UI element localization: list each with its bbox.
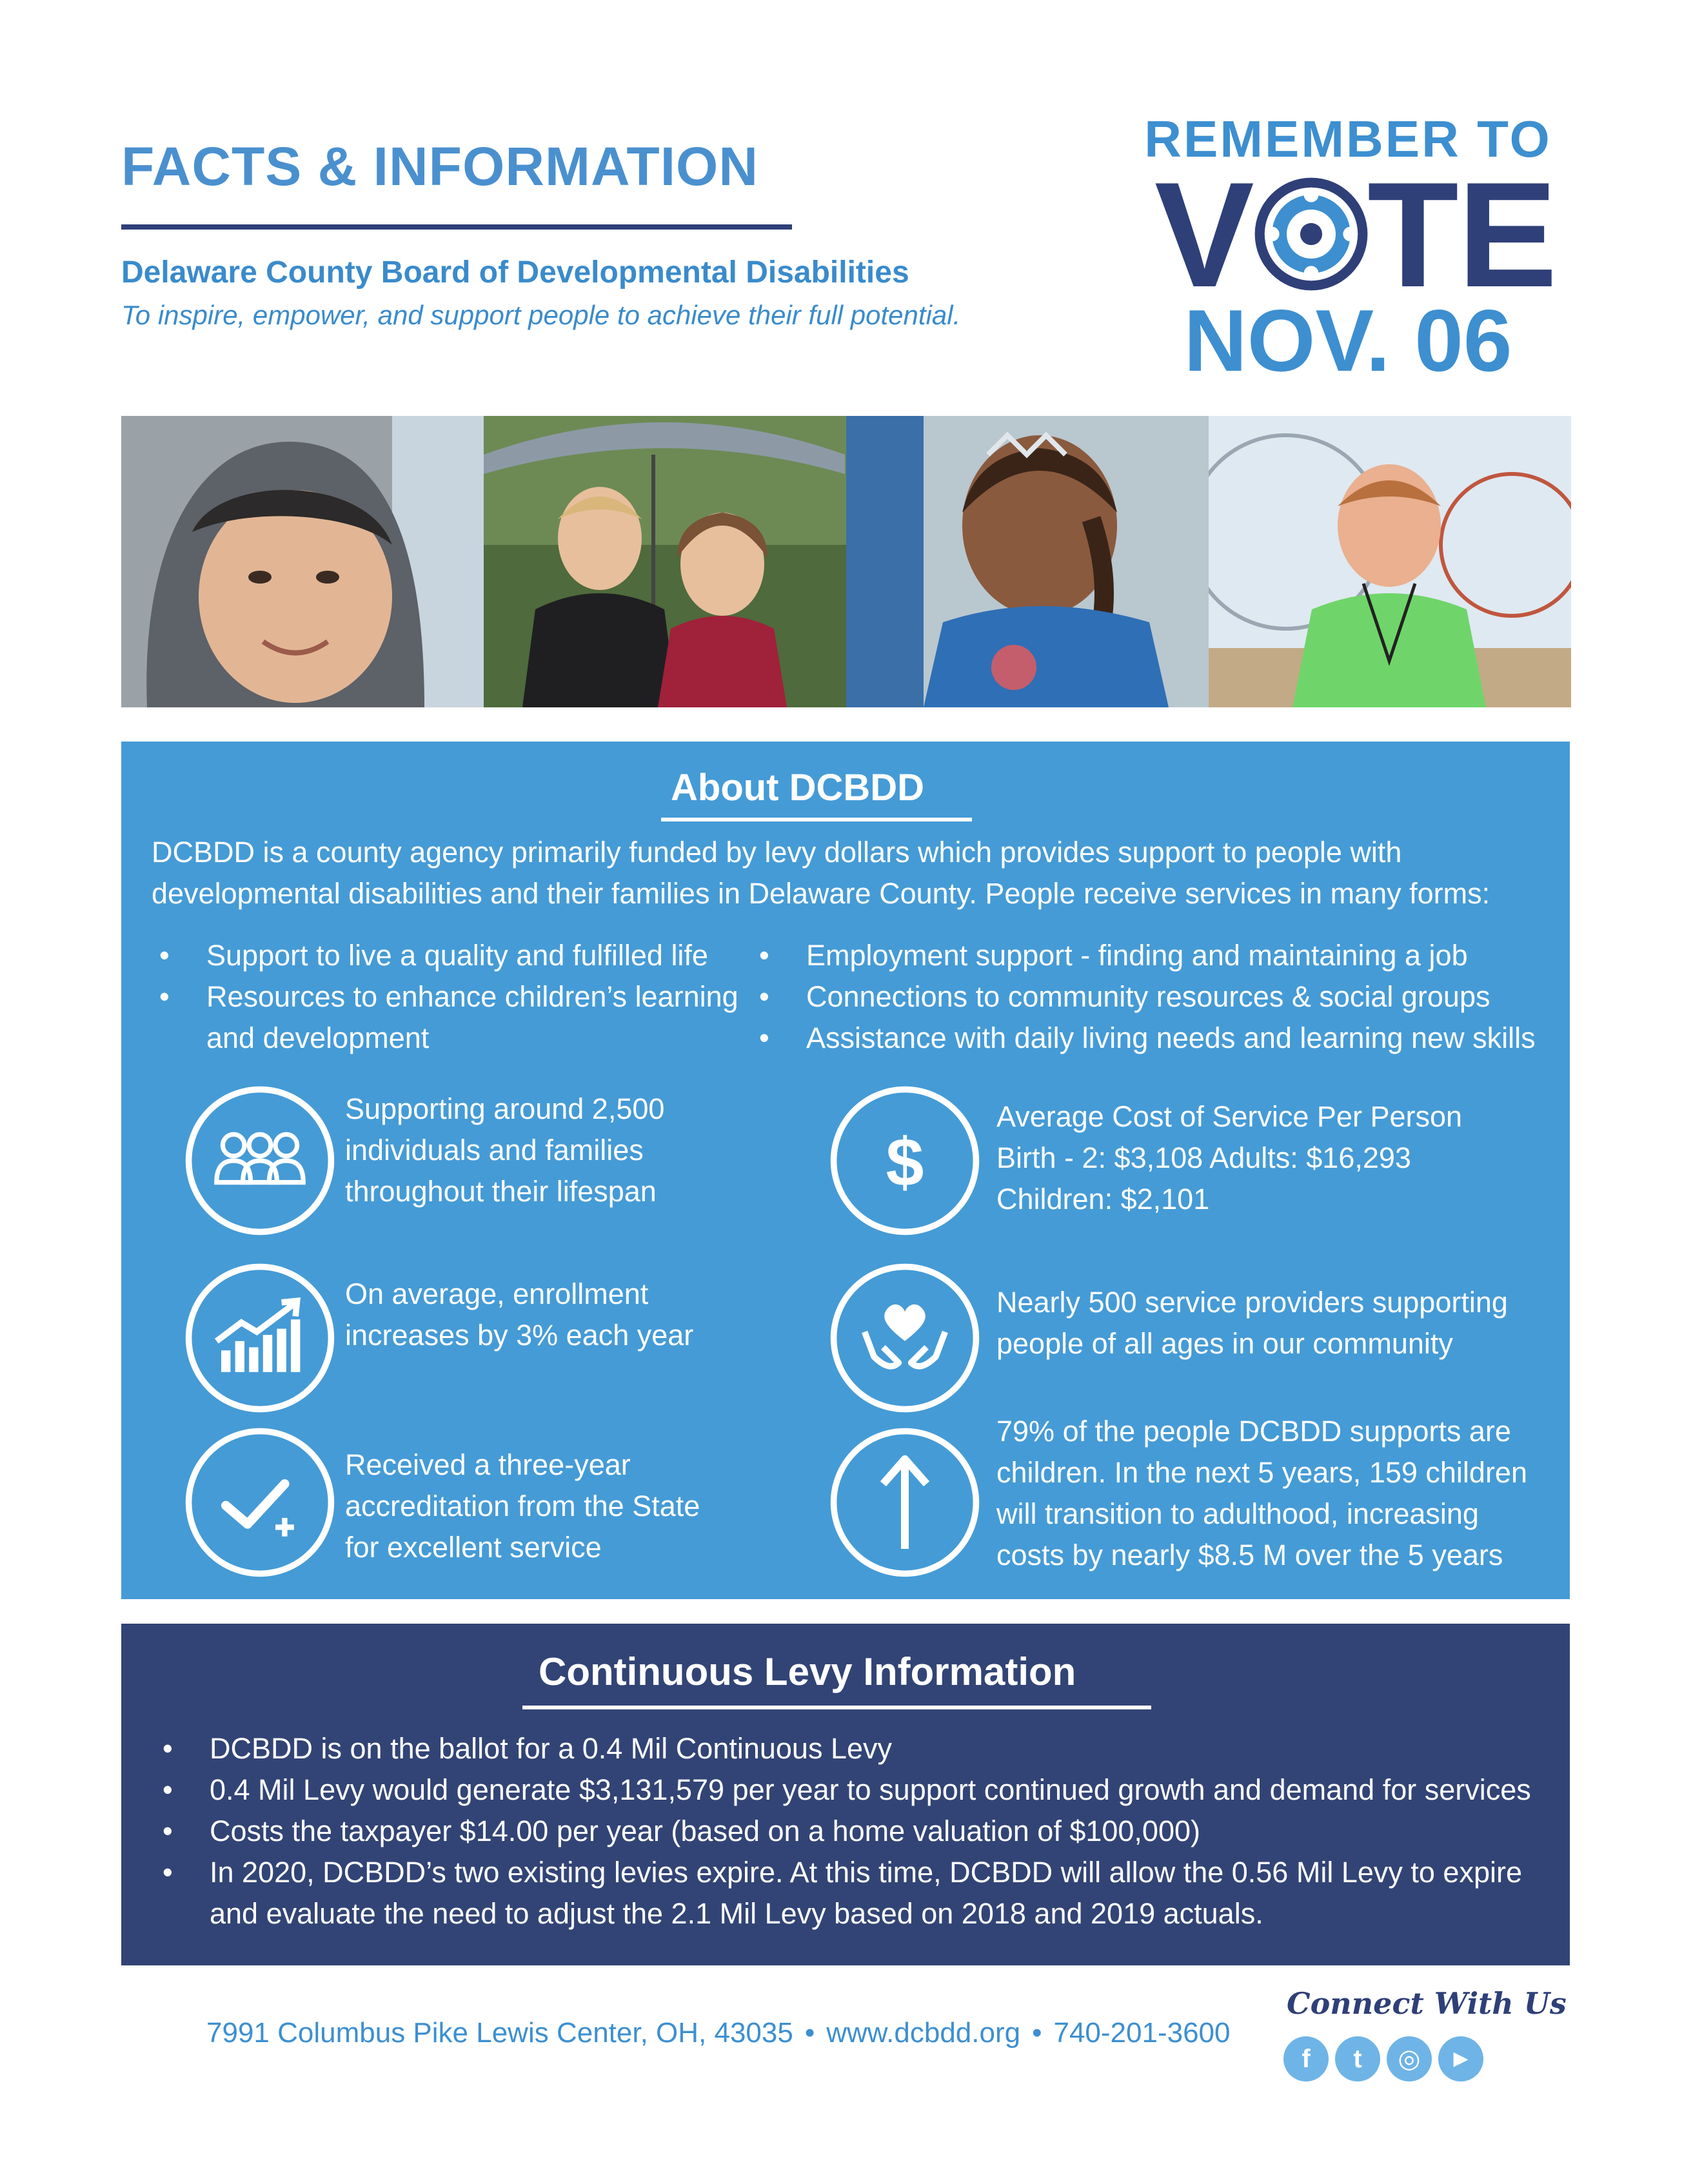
levy-list bbox=[155, 1728, 1541, 1934]
footer-contact bbox=[206, 2017, 1231, 2049]
remember-to-text: REMEMBER TO bbox=[1144, 110, 1552, 168]
twitter-icon[interactable]: t bbox=[1335, 2036, 1380, 2081]
vote-letter-v: V bbox=[1154, 152, 1254, 319]
checkmark-plus-icon bbox=[183, 1425, 337, 1580]
up-arrow-icon bbox=[827, 1425, 982, 1580]
website-link[interactable]: www.dcbdd.org bbox=[826, 2017, 1021, 2049]
list-item: • Assistance with daily living needs and learning new skills bbox=[751, 1018, 1558, 1059]
phone-text: 740-201-3600 bbox=[1053, 2017, 1231, 2049]
organization-name: Delaware County Board of Developmental Disabilities bbox=[121, 255, 909, 290]
services-list-right bbox=[751, 935, 1558, 1059]
vote-logo-icon bbox=[1250, 173, 1372, 295]
youtube-icon[interactable]: ▶ bbox=[1438, 2036, 1483, 2081]
stat-service-providers: Nearly 500 service providers supporting people of all ages in our community bbox=[996, 1286, 1508, 1360]
two-women-umbrella-photo bbox=[484, 416, 846, 707]
list-item: • In 2020, DCBDD’s two existing levies expire. At this time, DCBDD will allow the 0.56 Mil Levy to expire and evaluate the need to adjust the 2.1 Mil Levy based on 2018 and 2019 actuals. bbox=[155, 1852, 1541, 1934]
stat-enrollment: On average, enrollment increases by 3% each year bbox=[345, 1277, 694, 1352]
about-intro: DCBDD is a county agency primarily funded by levy dollars which provides support to people with developmental disabilities and their families in Delaware County. People receive services in many forms: bbox=[152, 836, 1490, 910]
page-title: FACTS & INFORMATION bbox=[121, 136, 759, 197]
about-heading-underline bbox=[661, 818, 972, 821]
girl-with-tiara-photo bbox=[846, 416, 1209, 707]
stat-individuals: Supporting around 2,500 individuals and families throughout their lifespan bbox=[345, 1092, 665, 1208]
vote-letter-t: T bbox=[1367, 152, 1459, 319]
list-item: • Connections to community resources & social groups bbox=[751, 976, 1558, 1018]
list-item: • Employment support - finding and maintaining a job bbox=[751, 935, 1558, 976]
heart-hands-icon bbox=[827, 1261, 982, 1415]
vote-date: NOV. 06 bbox=[1183, 291, 1512, 389]
levy-heading-underline bbox=[522, 1706, 1151, 1709]
stat-average-cost: Average Cost of Service Per Person Birth - 2: $3,108 Adults: $16,293 Children: $2,101 bbox=[996, 1100, 1463, 1215]
address-text: 7991 Columbus Pike Lewis Center, OH, 43035 bbox=[206, 2017, 793, 2049]
child-in-hood-photo bbox=[121, 416, 484, 707]
services-list-left bbox=[152, 935, 751, 1059]
stat-accreditation: Received a three-year accreditation from the State for excellent service bbox=[345, 1448, 700, 1564]
levy-heading: Continuous Levy Information bbox=[539, 1650, 1076, 1693]
svg-text:$: $ bbox=[886, 1124, 924, 1201]
facebook-icon[interactable]: f bbox=[1283, 2036, 1329, 2081]
separator: • bbox=[1032, 2017, 1042, 2049]
list-item: • Support to live a quality and fulfilled life bbox=[152, 935, 751, 976]
vote-wordmark bbox=[1154, 152, 1558, 319]
connect-with-us: Connect With Us bbox=[1287, 1986, 1567, 2021]
title-underline bbox=[121, 224, 792, 230]
dollar-icon bbox=[827, 1083, 982, 1238]
vote-letter-e: E bbox=[1458, 152, 1558, 319]
people-group-icon bbox=[183, 1083, 337, 1238]
young-man-at-fair-photo bbox=[1209, 416, 1571, 707]
list-item: • DCBDD is on the ballot for a 0.4 Mil Continuous Levy bbox=[155, 1728, 1541, 1769]
list-item: • 0.4 Mil Levy would generate $3,131,579 per year to support continued growth and demand for services bbox=[155, 1769, 1541, 1811]
about-heading: About DCBDD bbox=[671, 767, 925, 809]
separator: • bbox=[804, 2017, 815, 2049]
growth-chart-icon bbox=[183, 1261, 337, 1415]
mission-statement: To inspire, empower, and support people to achieve their full potential. bbox=[121, 300, 961, 330]
list-item: • Costs the taxpayer $14.00 per year (based on a home valuation of $100,000) bbox=[155, 1811, 1541, 1852]
stat-transition: 79% of the people DCBDD supports are children. In the next 5 years, 159 children will transition to adulthood, increasing costs by nearly $8.5 M over the 5 years bbox=[996, 1415, 1527, 1571]
list-item: • Resources to enhance children’s learning and development bbox=[152, 976, 751, 1059]
instagram-icon[interactable]: ◎ bbox=[1387, 2036, 1432, 2081]
